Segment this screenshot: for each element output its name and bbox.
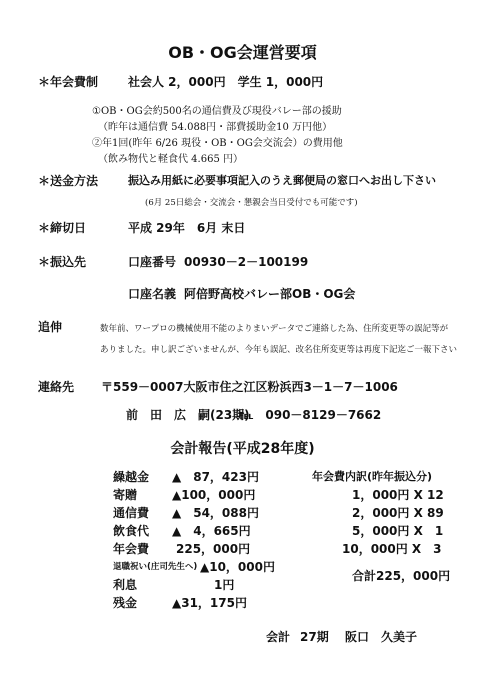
fee-note-2: ②年1回(昨年 6/26 現役・OB・OG会交流会）の費用他 [92,138,343,149]
report-row-value: ▲ 54，088円 [172,506,259,520]
report-title: 会計報告(平成28年度) [170,441,315,457]
contact-tel: ℡ 090－8129－7662 [238,408,382,422]
report-row-value: 225，000円 [176,542,251,556]
postscript-line-1: 数年前、ワープロの機械使用不能のよりまいデータでご連絡した為、住所変更等の誤記等が [100,324,449,334]
fee-note-1: ①OB・OG会約500名の通信費及び現役バレー部の援助 [92,106,342,117]
report-row-label: 年会費 [113,542,150,556]
report-row-label: 通信費 [113,506,150,520]
fee-note-1b: （昨年は通信費 54.088円・部費援助金10 万円他） [98,122,333,133]
deadline-label: ＊締切日 [38,221,87,235]
signature-name: 阪口 久美子 [345,630,418,644]
breakdown-title: 年会費内訳(昨年振込分) [312,470,433,483]
fee-note-2b: （飲み物代と軽食代 4.665 円） [98,154,243,165]
contact-address: 〒559－0007大阪市住之江区粉浜西3－1－7－1006 [101,380,398,394]
breakdown-total: 合計225，000円 [352,569,451,583]
report-row-label: 退職祝い(庄司先生へ) [113,562,198,572]
report-row-value: ▲31，175円 [172,596,247,610]
account-number-label: 口座番号 [128,255,177,269]
send-label: ＊送金方法 [38,174,99,188]
report-row-label: 寄贈 [113,488,138,502]
fee-label: ＊年会費制 [38,75,99,89]
send-value: 振込み用紙に必要事項記入のうえ郵便局の窓口へお出し下さい [128,174,436,187]
report-row-value: ▲10，000円 [200,560,275,574]
breakdown-item: 1，000円 X 12 [352,488,444,502]
account-name: 阿倍野高校バレー部OB・OG会 [184,287,356,301]
send-note: (6月 25日総会・交流会・懇親会当日受付でも可能です) [145,198,358,208]
postscript-label: 追伸 [38,320,63,334]
contact-label: 連絡先 [38,380,75,394]
report-row-value: ▲100，000円 [172,488,256,502]
account-number: 00930－2－100199 [184,255,309,269]
transfer-label: ＊振込先 [38,255,87,269]
account-name-label: 口座名義 [128,287,177,301]
report-row-label: 繰越金 [113,470,150,484]
report-row-value: ▲ 4，665円 [172,524,251,538]
postscript-line-2: ありました。申し訳ございませんが、今年も誤記、改名住所変更等は再度下記迄ご一報下さい [100,345,458,355]
breakdown-item: 10，000円 X 3 [342,542,442,556]
report-row-label: 残金 [113,596,138,610]
report-row-label: 飲食代 [113,524,150,538]
breakdown-item: 2，000円 X 89 [352,506,444,520]
signature-role: 会計 [266,630,291,644]
deadline-value: 平成 29年 6月 末日 [128,221,246,235]
report-row-value: 1円 [214,578,235,592]
fee-value: 社会人 2，000円 学生 1，000円 [128,75,324,89]
contact-name: 前 田 広 嗣(23期) [126,408,250,422]
page-title: OB・OG会運営要項 [168,43,317,62]
breakdown-item: 5，000円 X 1 [352,524,444,538]
report-row-label: 利息 [113,578,138,592]
signature-term: 27期 [300,630,329,644]
report-row-value: ▲ 87，423円 [172,470,259,484]
